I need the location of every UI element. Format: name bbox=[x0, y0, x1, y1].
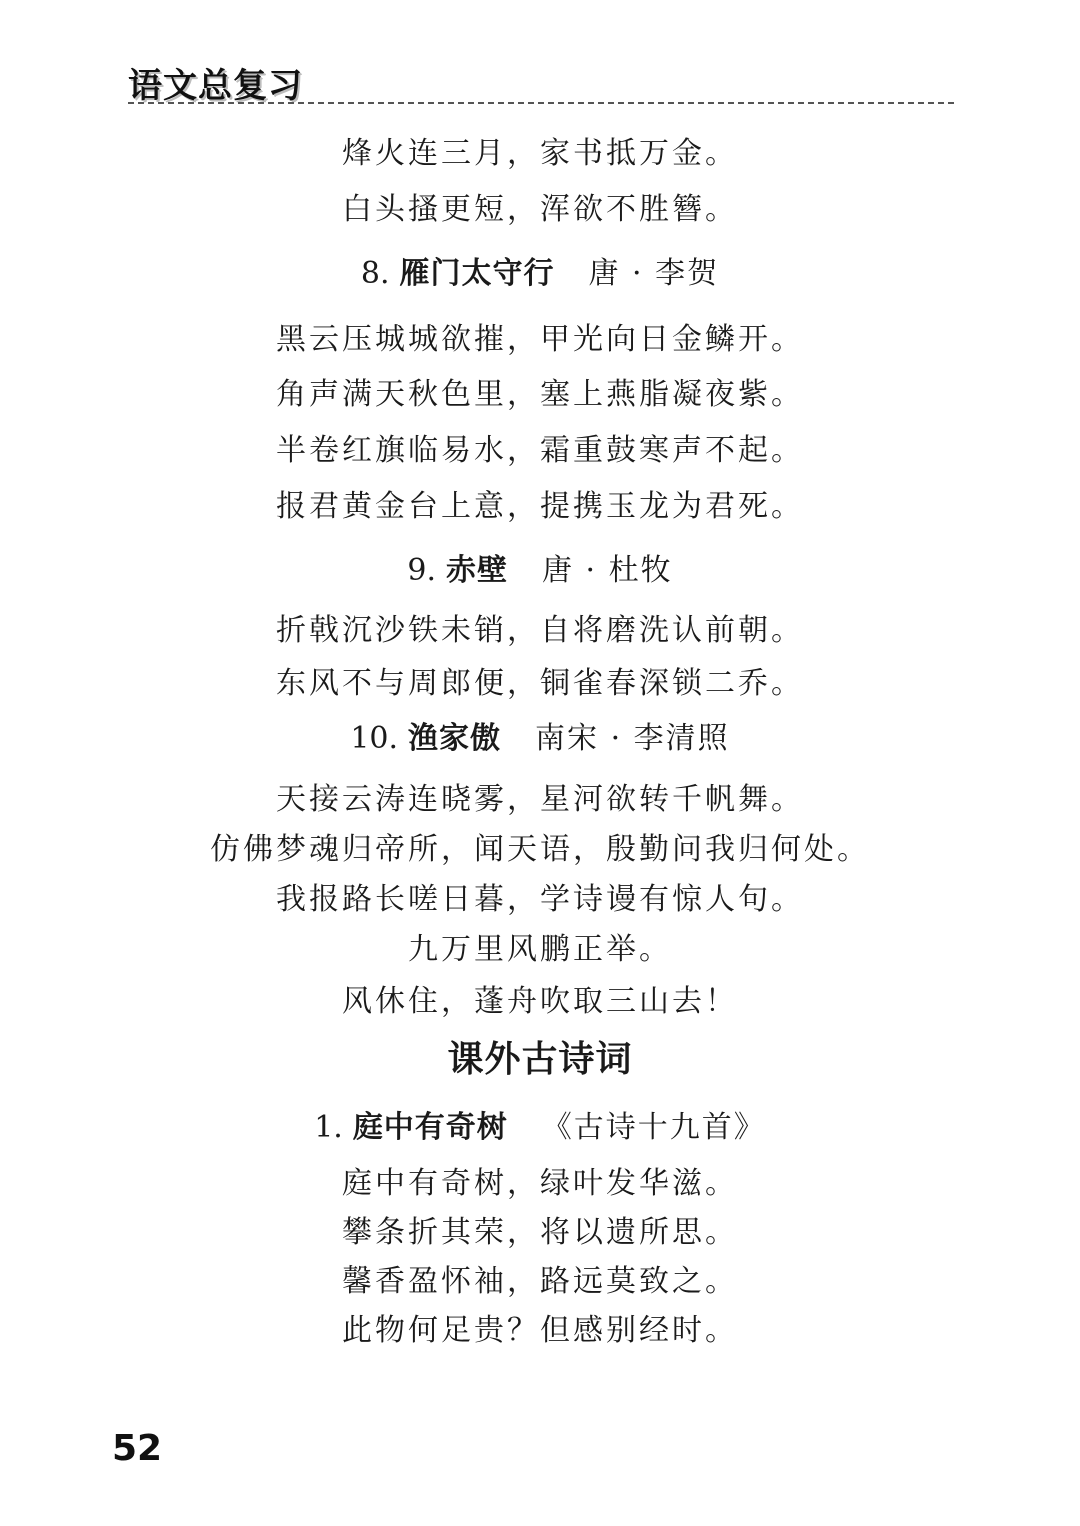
poem-author: 《古诗十九首》 bbox=[541, 1110, 766, 1145]
poem-line: 天接云涛连晓雾，星河欲转千帆舞。 bbox=[276, 782, 804, 817]
header-title: 语文总复习 bbox=[128, 66, 303, 106]
poem-author: 唐 · 杜牧 bbox=[542, 553, 673, 588]
poem-line: 馨香盈怀袖，路远莫致之。 bbox=[342, 1264, 738, 1299]
poem-heading-10 bbox=[0, 721, 1080, 757]
poem-number: 1. bbox=[314, 1110, 343, 1145]
poem-number: 9. bbox=[407, 553, 436, 588]
poem-line: 此物何足贵？但感别经时。 bbox=[342, 1313, 738, 1348]
poem-heading-9 bbox=[0, 553, 1080, 589]
poem-line: 角声满天秋色里，塞上燕脂凝夜紫。 bbox=[276, 377, 804, 412]
header-dashed-rule bbox=[128, 102, 954, 104]
poem-line: 折戟沉沙铁未销，自将磨洗认前朝。 bbox=[276, 613, 804, 648]
poem-line: 东风不与周郎便，铜雀春深锁二乔。 bbox=[276, 666, 804, 701]
section-title: 课外古诗词 bbox=[447, 1039, 633, 1080]
poem-title: 庭中有奇树 bbox=[352, 1110, 508, 1145]
poem-line: 烽火连三月，家书抵万金。 bbox=[342, 136, 738, 171]
poem-title: 赤壁 bbox=[446, 553, 508, 588]
poem-line: 九万里风鹏正举。 bbox=[408, 932, 672, 967]
poem-title: 渔家傲 bbox=[408, 721, 502, 756]
poem-title: 雁门太守行 bbox=[399, 256, 555, 291]
poem-line: 仿佛梦魂归帝所，闻天语，殷勤问我归何处。 bbox=[210, 832, 870, 867]
poem-line: 我报路长嗟日暮，学诗谩有惊人句。 bbox=[276, 882, 804, 917]
poem-line: 庭中有奇树，绿叶发华滋。 bbox=[342, 1166, 738, 1201]
poem-author: 唐 · 李贺 bbox=[588, 256, 720, 291]
poem-heading-extra-1 bbox=[0, 1110, 1080, 1146]
poem-line: 风休住，蓬舟吹取三山去！ bbox=[342, 984, 738, 1019]
poem-line: 攀条折其荣，将以遗所思。 bbox=[342, 1215, 738, 1250]
poem-heading-8 bbox=[0, 256, 1080, 292]
poem-line: 黑云压城城欲摧，甲光向日金鳞开。 bbox=[276, 322, 804, 357]
page-number: 52 bbox=[112, 1428, 163, 1469]
poem-number: 8. bbox=[360, 256, 390, 291]
poem-number: 10. bbox=[350, 721, 399, 756]
poem-line: 白头搔更短，浑欲不胜簪。 bbox=[342, 192, 738, 227]
poem-author: 南宋 · 李清照 bbox=[535, 721, 730, 756]
poem-line: 报君黄金台上意，提携玉龙为君死。 bbox=[276, 489, 804, 524]
poem-line: 半卷红旗临易水，霜重鼓寒声不起。 bbox=[276, 433, 804, 468]
